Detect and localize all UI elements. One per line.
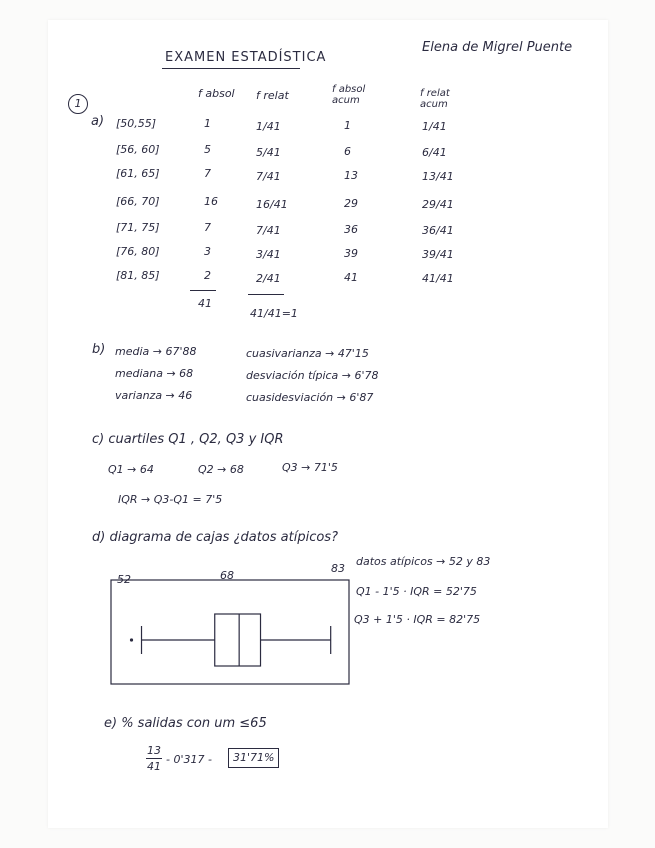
table-cell-f-abs: 3 <box>204 245 211 258</box>
tick-left: 52 <box>117 573 131 586</box>
section-b-label: b) <box>92 342 106 357</box>
table-cell-f-abs-acum: 1 <box>344 119 351 132</box>
tick-mid: 68 <box>220 569 234 582</box>
total-rel: 41/41=1 <box>250 307 298 320</box>
table-cell-interval: [50,55] <box>116 117 157 130</box>
table-cell-f-abs-acum: 36 <box>344 223 358 236</box>
table-cell-f-abs-acum: 41 <box>344 271 358 284</box>
table-cell-f-rel-acum: 29/41 <box>422 198 454 211</box>
cuasidesviacion: cuasidesviación → 6'87 <box>246 391 374 404</box>
percentage-calc: - 0'317 - <box>166 753 212 766</box>
q3: Q3 → 71'5 <box>282 461 338 474</box>
table-cell-f-abs: 16 <box>204 195 218 208</box>
table-cell-interval: [76, 80] <box>116 245 160 258</box>
desviacion-tipica: desviación típica → 6'78 <box>246 369 379 382</box>
lower-fence: Q1 - 1'5 · IQR = 52'75 <box>356 585 477 598</box>
table-cell-f-rel-acum: 41/41 <box>422 272 454 285</box>
percentage-result: 31'71% <box>228 748 279 768</box>
table-cell-f-abs: 7 <box>204 221 211 234</box>
box-iqr <box>215 614 261 666</box>
table-cell-f-rel-acum: 6/41 <box>422 146 447 159</box>
table-cell-f-abs: 2 <box>204 269 211 282</box>
media: media → 67'88 <box>115 345 197 358</box>
table-cell-f-rel: 16/41 <box>256 198 288 211</box>
fraction <box>146 744 162 773</box>
exam-title: EXAMEN ESTADÍSTICA <box>165 50 327 65</box>
table-cell-f-rel-acum: 1/41 <box>422 120 447 133</box>
header-f-relat: f relat <box>256 89 289 102</box>
table-cell-f-rel-acum: 39/41 <box>422 248 454 261</box>
header-f-absol: f absol <box>198 87 235 100</box>
header-f-relat-acum: f relat acum <box>420 88 450 110</box>
table-cell-f-rel: 5/41 <box>256 146 281 159</box>
cuasivarianza: cuasivarianza → 47'15 <box>246 347 369 360</box>
table-cell-f-abs-acum: 29 <box>344 197 358 210</box>
table-cell-interval: [61, 65] <box>116 167 160 180</box>
author-name: Elena de Migrel Puente <box>422 40 573 55</box>
table-cell-f-rel-acum: 13/41 <box>422 170 454 183</box>
table-cell-f-abs-acum: 13 <box>344 169 358 182</box>
iqr: IQR → Q3-Q1 = 7'5 <box>118 493 223 506</box>
table-cell-interval: [81, 85] <box>116 269 160 282</box>
table-cell-f-rel: 7/41 <box>256 170 281 183</box>
section-d-label: d) diagrama de cajas ¿datos atípicos? <box>92 530 338 545</box>
table-cell-f-rel: 3/41 <box>256 248 281 261</box>
exercise-number: 1 <box>68 94 88 114</box>
upper-fence: Q3 + 1'5 · IQR = 82'75 <box>354 613 481 626</box>
table-cell-f-abs: 5 <box>204 143 211 156</box>
varianza: varianza → 46 <box>115 389 193 402</box>
table-cell-f-abs: 1 <box>204 117 211 130</box>
q2: Q2 → 68 <box>198 463 244 476</box>
section-a-label: a) <box>91 114 105 129</box>
section-c-label: c) cuartiles Q1 , Q2, Q3 y IQR <box>92 432 284 447</box>
table-cell-f-abs-acum: 6 <box>344 145 351 158</box>
atipicos: datos atípicos → 52 y 83 <box>356 555 491 568</box>
table-cell-interval: [71, 75] <box>116 221 160 234</box>
boxplot-frame <box>111 580 349 684</box>
boxplot <box>131 614 331 666</box>
table-cell-interval: [56, 60] <box>116 143 160 156</box>
q1: Q1 → 64 <box>108 463 154 476</box>
table-cell-f-rel-acum: 36/41 <box>422 224 454 237</box>
section-e-label: e) % salidas con um ≤65 <box>104 716 267 731</box>
outlier-dot <box>131 639 133 641</box>
table-cell-f-rel: 1/41 <box>256 120 281 133</box>
header-f-absol-acum: f absol acum <box>332 84 366 106</box>
fraction-bar <box>146 758 162 759</box>
table-cell-f-rel: 2/41 <box>256 272 281 285</box>
table-cell-f-abs-acum: 39 <box>344 247 358 260</box>
fraction-numerator: 13 <box>147 744 161 757</box>
fraction-denominator: 41 <box>147 760 161 773</box>
total-abs: 41 <box>198 297 212 310</box>
tick-right: 83 <box>331 562 345 575</box>
table-cell-interval: [66, 70] <box>116 195 160 208</box>
mediana: mediana → 68 <box>115 367 194 380</box>
table-cell-f-abs: 7 <box>204 167 211 180</box>
table-cell-f-rel: 7/41 <box>256 224 281 237</box>
